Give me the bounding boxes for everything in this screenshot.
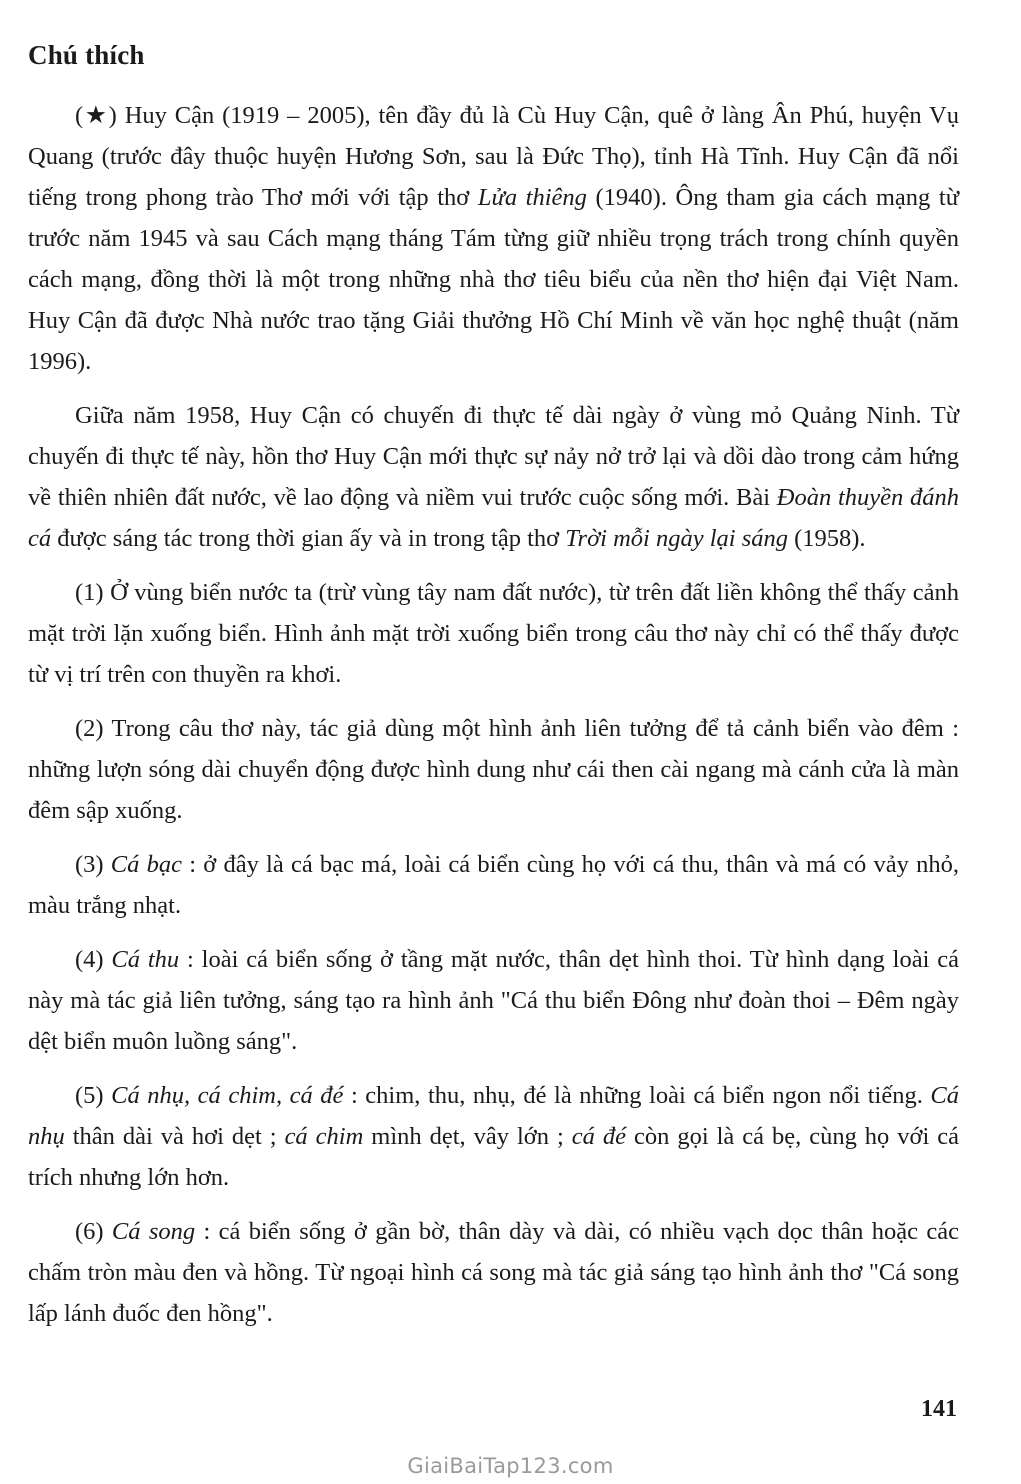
text-run: : chim, thu, nhụ, đé là những loài cá biển ngon nổi tiếng. xyxy=(343,1082,931,1109)
watermark: GiaiBaiTap123.com xyxy=(407,1454,614,1478)
italic-term: Cá thu xyxy=(111,946,180,973)
text-run: : cá biển sống ở gần bờ, thân dày và dài, có nhiều vạch dọc thân hoặc các chấm tròn màu đen và hồng. Từ ngoại hình cá song mà tác giả sáng tạo hình ảnh thơ "Cá song lấp lánh đuốc đen hồng". xyxy=(28,1218,959,1327)
note-paragraph xyxy=(28,1075,959,1198)
note-paragraph xyxy=(28,95,959,382)
italic-term: Đoàn thuyền đánh cá xyxy=(28,484,960,552)
text-run: : loài cá biển sống ở tầng mặt nước, thân dẹt hình thoi. Từ hình dạng loài cá này mà tác giả liên tưởng, sáng tạo ra hình ảnh "Cá thu biển Đông như đoàn thoi – Đêm ngày dệt biển muôn luồng sáng". xyxy=(28,946,959,1055)
italic-term: cá chim xyxy=(284,1123,364,1150)
text-run: được sáng tác trong thời gian ấy và in trong tập thơ xyxy=(51,525,566,552)
italic-term: Lửa thiêng xyxy=(477,184,587,211)
text-run: thân dài và hơi dẹt ; xyxy=(64,1123,285,1150)
note-paragraph xyxy=(28,572,959,695)
note-paragraph xyxy=(28,1211,959,1334)
text-run: (2) Trong câu thơ này, tác giả dùng một hình ảnh liên tưởng để tả cảnh biển vào đêm : những lượn sóng dài chuyển động được hình dung như cái then cài ngang mà cánh cửa là màn đêm sập xuống. xyxy=(28,715,959,824)
text-run: (3) xyxy=(75,851,111,878)
note-paragraph xyxy=(28,395,959,559)
text-run: (★) Huy Cận (1919 – 2005), tên đầy đủ là Cù Huy Cận, quê ở làng Ân Phú, huyện Vụ Quang (trước đây thuộc huyện Hương Sơn, sau là Đức Thọ), tỉnh Hà Tĩnh. Huy Cận đã nổi tiếng trong phong trào Thơ mới với tập thơ xyxy=(28,102,959,211)
text-run: (5) xyxy=(75,1082,112,1109)
text-run: (4) xyxy=(75,946,112,973)
text-run: (1940). Ông tham gia cách mạng từ trước năm 1945 và sau Cách mạng tháng Tám từng giữ nhiều trọng trách trong chính quyền cách mạng, đồng thời là một trong những nhà thơ tiêu biểu của nền thơ hiện đại Việt Nam. Huy Cận đã được Nhà nước trao tặng Giải thưởng Hồ Chí Minh về văn học nghệ thuật (năm 1996). xyxy=(28,184,959,375)
page-number: 141 xyxy=(921,1396,957,1422)
text-run: (6) xyxy=(75,1218,112,1245)
text-run: còn gọi là cá bẹ, cùng họ với cá trích nhưng lớn hơn. xyxy=(28,1123,960,1191)
italic-term: Cá nhụ, cá chim, cá đé xyxy=(111,1082,344,1109)
section-heading: Chú thích xyxy=(28,40,145,70)
text-run: : ở đây là cá bạc má, loài cá biển cùng họ với cá thu, thân và má có vảy nhỏ, màu trắng nhạt. xyxy=(28,851,959,919)
italic-term: Cá bạc xyxy=(110,851,182,878)
italic-term: Trời mỗi ngày lại sáng xyxy=(565,525,788,552)
note-paragraph xyxy=(28,708,959,831)
notes-body xyxy=(28,95,959,1347)
text-run: (1) Ở vùng biển nước ta (trừ vùng tây nam đất nước), từ trên đất liền không thể thấy cảnh mặt trời lặn xuống biển. Hình ảnh mặt trời xuống biển trong câu thơ này chỉ có thể thấy được từ vị trí trên con thuyền ra khơi. xyxy=(28,579,959,688)
text-run: Giữa năm 1958, Huy Cận có chuyến đi thực tế dài ngày ở vùng mỏ Quảng Ninh. Từ chuyến đi thực tế này, hồn thơ Huy Cận mới thực sự nảy nở trở lại và dồi dào trong cảm hứng về thiên nhiên đất nước, về lao động và niềm vui trước cuộc sống mới. Bài xyxy=(28,402,959,511)
text-run: (1958). xyxy=(787,525,866,552)
note-paragraph xyxy=(28,844,959,926)
italic-term: cá đé xyxy=(571,1123,626,1150)
italic-term: Cá nhụ xyxy=(28,1082,959,1150)
note-paragraph xyxy=(28,939,959,1062)
italic-term: Cá song xyxy=(111,1218,196,1245)
text-run: mình dẹt, vây lớn ; xyxy=(363,1123,572,1150)
